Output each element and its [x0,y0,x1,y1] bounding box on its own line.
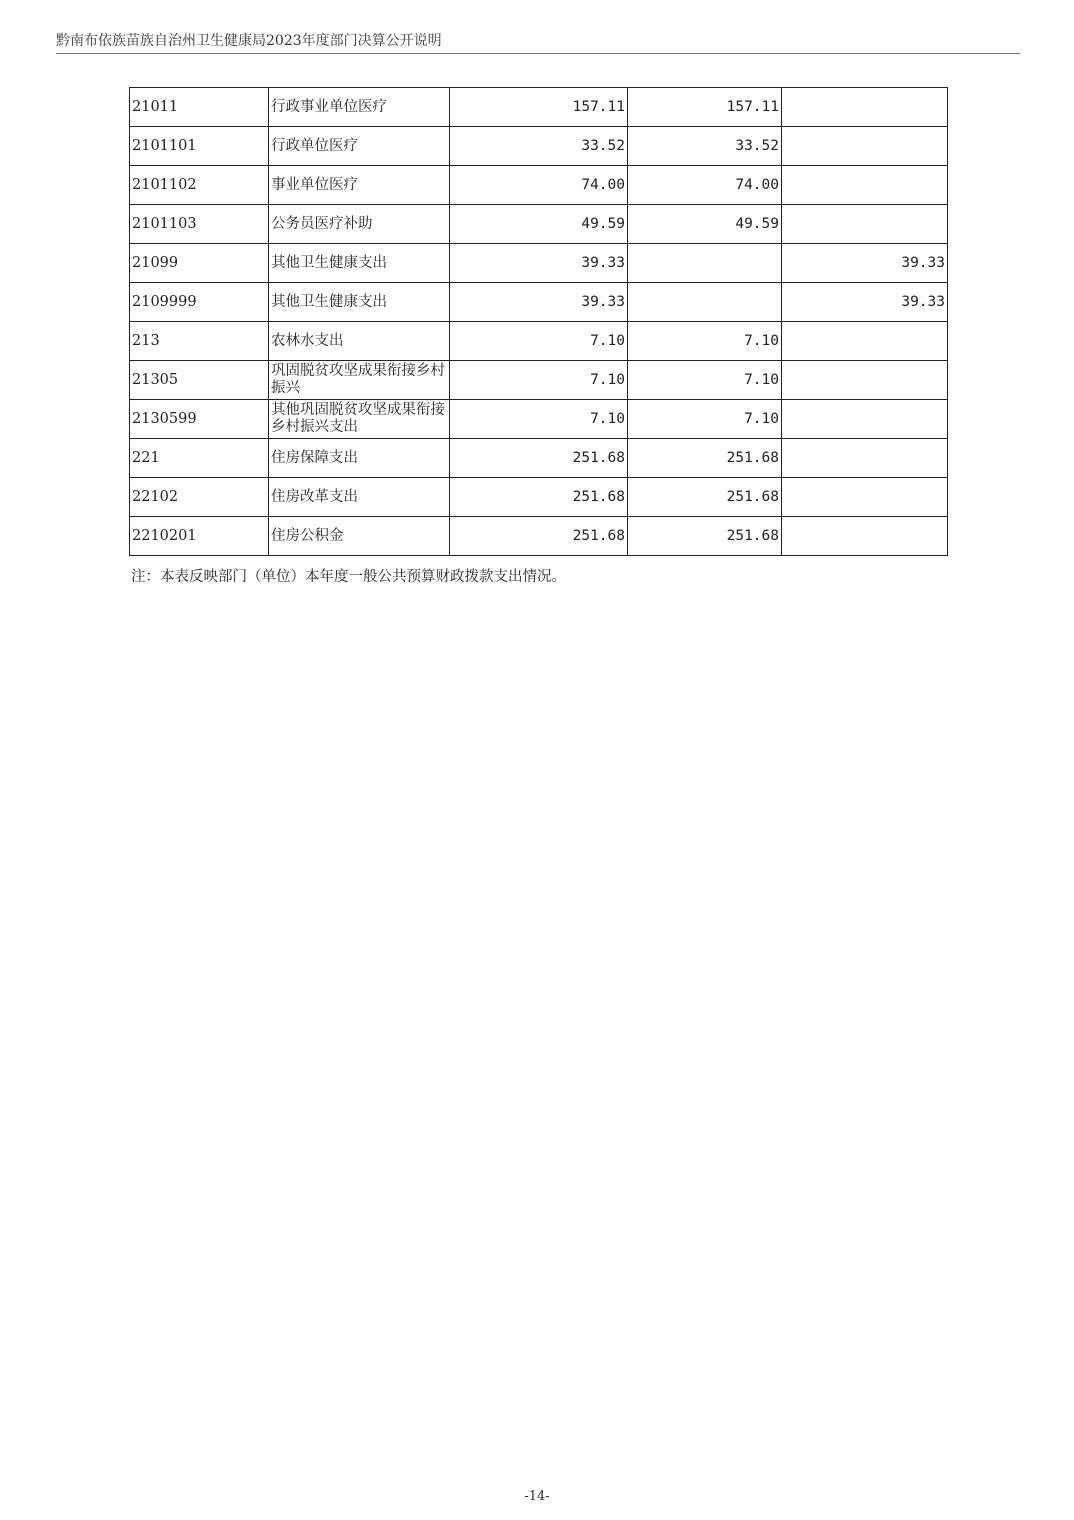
row-total: 7.10 [450,361,628,400]
row-basic: 33.52 [628,127,782,166]
row-project [782,166,948,205]
row-basic: 251.68 [628,439,782,478]
table-row [130,478,948,517]
row-name: 农林水支出 [269,322,450,361]
row-name: 事业单位医疗 [269,166,450,205]
row-code: 2210201 [130,517,269,556]
table-row [130,88,948,127]
row-basic: 49.59 [628,205,782,244]
row-basic: 7.10 [628,322,782,361]
row-project [782,400,948,439]
table-row [130,322,948,361]
row-name: 公务员医疗补助 [269,205,450,244]
row-total: 49.59 [450,205,628,244]
row-name: 行政事业单位医疗 [269,88,450,127]
row-basic: 74.00 [628,166,782,205]
row-name: 住房公积金 [269,517,450,556]
row-name: 行政单位医疗 [269,127,450,166]
page-number: -14- [524,1489,550,1504]
row-name: 住房改革支出 [269,478,450,517]
table-row [130,166,948,205]
row-basic: 7.10 [628,361,782,400]
row-project [782,205,948,244]
row-code: 221 [130,439,269,478]
row-project [782,517,948,556]
row-code: 21011 [130,88,269,127]
table-footnote: 注：本表反映部门（单位）本年度一般公共预算财政拨款支出情况。 [131,569,566,585]
document-header-title: 黔南布依族苗族自治州卫生健康局2023年度部门决算公开说明 [56,33,442,49]
row-code: 2101102 [130,166,269,205]
row-total: 33.52 [450,127,628,166]
header-divider [56,53,1020,54]
table-row [130,400,948,439]
row-code: 21099 [130,244,269,283]
row-code: 2101103 [130,205,269,244]
table-row [130,244,948,283]
row-total: 39.33 [450,244,628,283]
row-project: 39.33 [782,283,948,322]
row-basic: 7.10 [628,400,782,439]
row-total: 39.33 [450,283,628,322]
row-basic: 251.68 [628,517,782,556]
row-project [782,361,948,400]
table-row [130,205,948,244]
table-row [130,517,948,556]
row-project: 39.33 [782,244,948,283]
row-total: 7.10 [450,400,628,439]
row-total: 251.68 [450,478,628,517]
row-name: 其他卫生健康支出 [269,244,450,283]
row-project [782,127,948,166]
row-project [782,322,948,361]
row-project [782,478,948,517]
row-name: 其他巩固脱贫攻坚成果衔接乡村振兴支出 [269,400,450,439]
row-total: 74.00 [450,166,628,205]
row-code: 22102 [130,478,269,517]
expenditure-table [129,87,948,556]
row-code: 2101101 [130,127,269,166]
row-total: 251.68 [450,517,628,556]
row-project [782,439,948,478]
row-basic: 251.68 [628,478,782,517]
row-code: 213 [130,322,269,361]
row-code: 21305 [130,361,269,400]
row-name: 巩固脱贫攻坚成果衔接乡村振兴 [269,361,450,400]
row-code: 2109999 [130,283,269,322]
table-row [130,127,948,166]
row-name: 住房保障支出 [269,439,450,478]
table-row [130,361,948,400]
row-code: 2130599 [130,400,269,439]
row-name: 其他卫生健康支出 [269,283,450,322]
row-basic [628,283,782,322]
row-basic: 157.11 [628,88,782,127]
row-project [782,88,948,127]
row-basic [628,244,782,283]
table-row [130,439,948,478]
row-total: 251.68 [450,439,628,478]
row-total: 157.11 [450,88,628,127]
table-row [130,283,948,322]
row-total: 7.10 [450,322,628,361]
